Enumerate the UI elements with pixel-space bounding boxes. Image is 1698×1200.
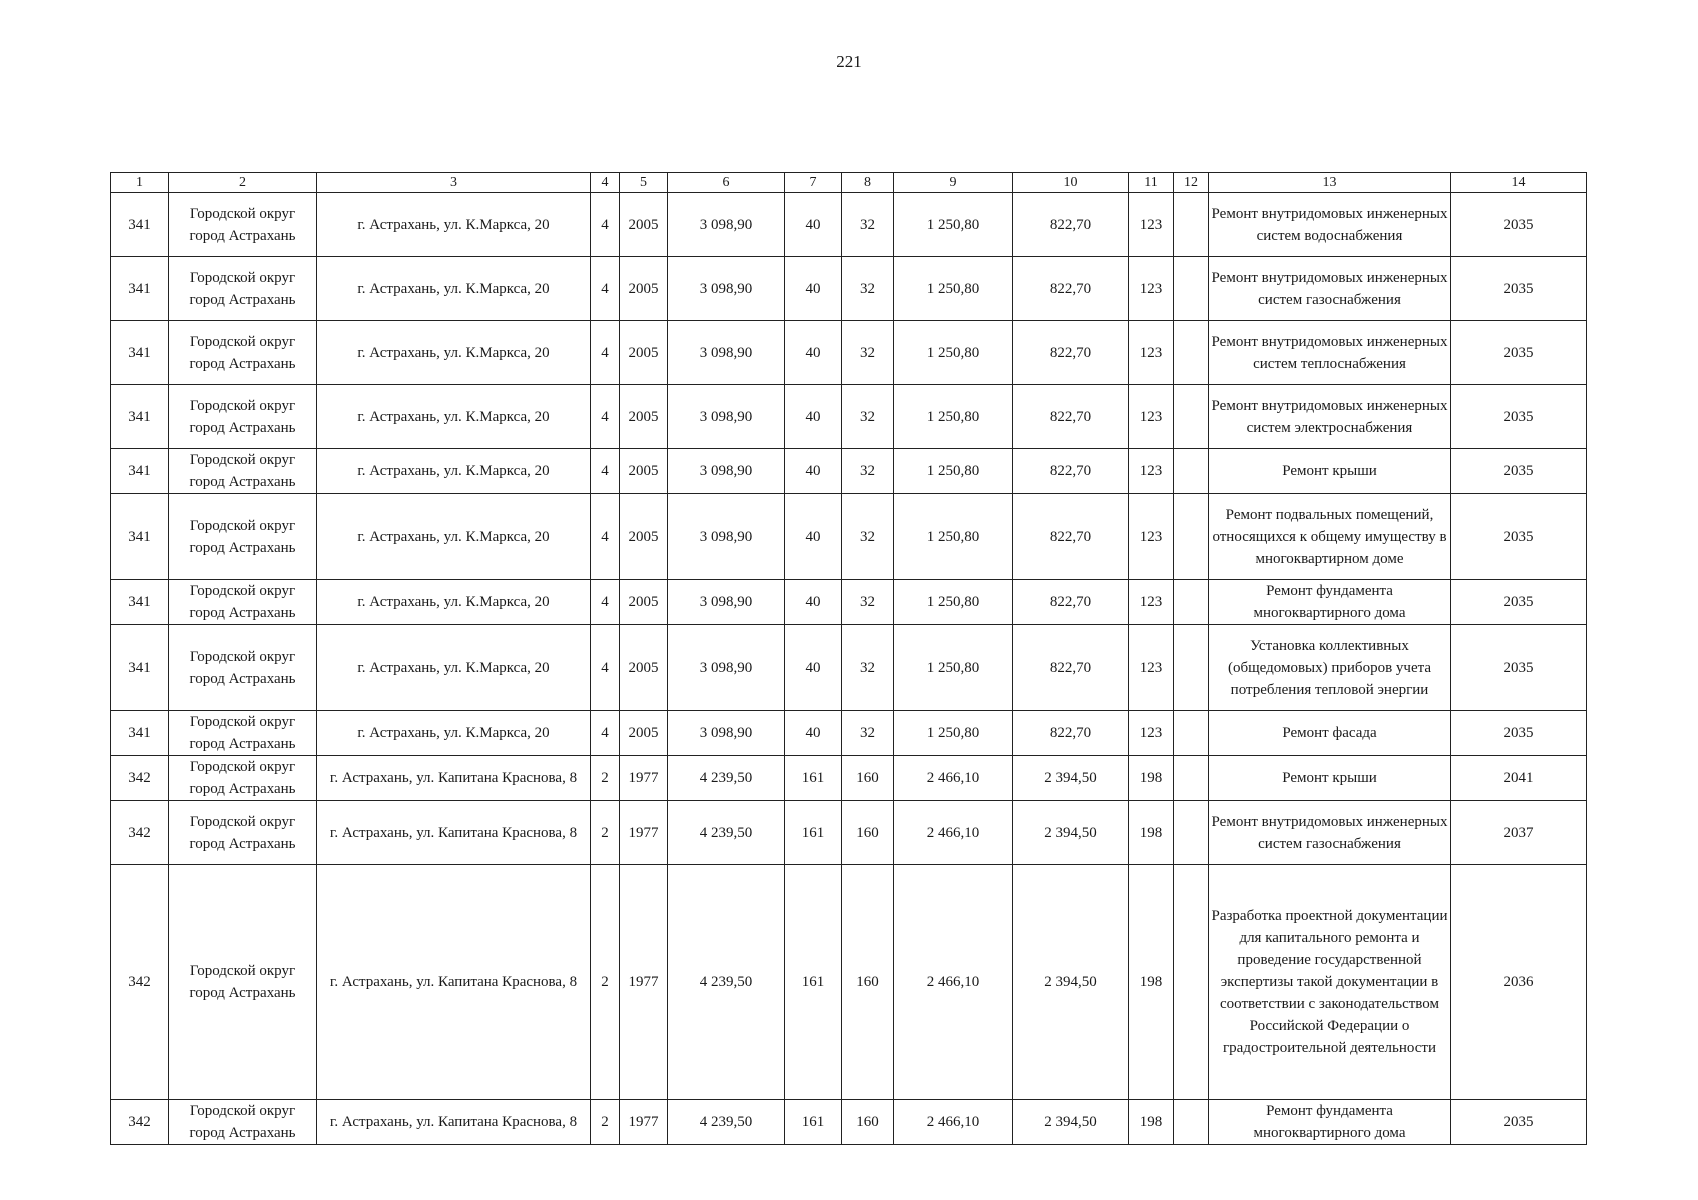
col10-cell: 2 394,50	[1013, 1100, 1129, 1145]
col11-cell: 123	[1129, 449, 1174, 494]
house-number-cell: 342	[111, 801, 169, 865]
municipality-cell: Городской округ город Астрахань	[169, 865, 317, 1100]
municipality-cell: Городской округ город Астрахань	[169, 321, 317, 385]
year-cell: 2005	[620, 625, 668, 711]
work-type-cell: Ремонт внутридомовых инженерных систем водоснабжения	[1209, 193, 1451, 257]
col9-cell: 1 250,80	[894, 257, 1013, 321]
total-area-cell: 3 098,90	[668, 193, 785, 257]
column-number: 10	[1013, 173, 1129, 193]
year-cell: 2005	[620, 193, 668, 257]
table-header	[111, 173, 1587, 193]
house-number-cell: 341	[111, 193, 169, 257]
col12-cell	[1174, 756, 1209, 801]
column-number: 8	[842, 173, 894, 193]
planned-year-cell: 2035	[1451, 193, 1587, 257]
municipality-cell: Городской округ город Астрахань	[169, 449, 317, 494]
address-cell: г. Астрахань, ул. К.Маркса, 20	[317, 257, 591, 321]
table-row	[111, 756, 1587, 801]
col11-cell: 123	[1129, 494, 1174, 580]
planned-year-cell: 2035	[1451, 580, 1587, 625]
col7-cell: 40	[785, 711, 842, 756]
total-area-cell: 3 098,90	[668, 385, 785, 449]
municipality-cell: Городской округ город Астрахань	[169, 494, 317, 580]
table-row	[111, 625, 1587, 711]
planned-year-cell: 2035	[1451, 257, 1587, 321]
col8-cell: 32	[842, 449, 894, 494]
total-area-cell: 3 098,90	[668, 257, 785, 321]
planned-year-cell: 2036	[1451, 865, 1587, 1100]
house-number-cell: 341	[111, 449, 169, 494]
col9-cell: 1 250,80	[894, 449, 1013, 494]
floors-cell: 2	[591, 801, 620, 865]
year-cell: 2005	[620, 257, 668, 321]
col7-cell: 40	[785, 257, 842, 321]
house-number-cell: 341	[111, 580, 169, 625]
total-area-cell: 3 098,90	[668, 449, 785, 494]
year-cell: 1977	[620, 865, 668, 1100]
col9-cell: 1 250,80	[894, 711, 1013, 756]
table-row	[111, 801, 1587, 865]
col10-cell: 822,70	[1013, 257, 1129, 321]
table-row	[111, 580, 1587, 625]
col10-cell: 822,70	[1013, 385, 1129, 449]
table-row	[111, 321, 1587, 385]
year-cell: 2005	[620, 321, 668, 385]
floors-cell: 2	[591, 1100, 620, 1145]
work-type-cell: Ремонт внутридомовых инженерных систем газоснабжения	[1209, 801, 1451, 865]
col11-cell: 198	[1129, 756, 1174, 801]
col9-cell: 2 466,10	[894, 1100, 1013, 1145]
planned-year-cell: 2035	[1451, 1100, 1587, 1145]
work-type-cell: Ремонт крыши	[1209, 756, 1451, 801]
col11-cell: 198	[1129, 801, 1174, 865]
col12-cell	[1174, 257, 1209, 321]
col11-cell: 123	[1129, 193, 1174, 257]
work-type-cell: Ремонт фундамента многоквартирного дома	[1209, 580, 1451, 625]
col7-cell: 40	[785, 193, 842, 257]
col8-cell: 32	[842, 193, 894, 257]
municipality-cell: Городской округ город Астрахань	[169, 257, 317, 321]
col12-cell	[1174, 449, 1209, 494]
planned-year-cell: 2035	[1451, 449, 1587, 494]
column-number: 6	[668, 173, 785, 193]
planned-year-cell: 2035	[1451, 711, 1587, 756]
address-cell: г. Астрахань, ул. К.Маркса, 20	[317, 494, 591, 580]
col11-cell: 123	[1129, 625, 1174, 711]
total-area-cell: 3 098,90	[668, 625, 785, 711]
col8-cell: 160	[842, 865, 894, 1100]
col8-cell: 32	[842, 257, 894, 321]
col10-cell: 822,70	[1013, 449, 1129, 494]
col12-cell	[1174, 801, 1209, 865]
col9-cell: 1 250,80	[894, 625, 1013, 711]
house-number-cell: 342	[111, 1100, 169, 1145]
year-cell: 2005	[620, 449, 668, 494]
address-cell: г. Астрахань, ул. Капитана Краснова, 8	[317, 1100, 591, 1145]
col11-cell: 198	[1129, 1100, 1174, 1145]
col12-cell	[1174, 193, 1209, 257]
table-row	[111, 193, 1587, 257]
work-type-cell: Ремонт внутридомовых инженерных систем электроснабжения	[1209, 385, 1451, 449]
floors-cell: 2	[591, 865, 620, 1100]
column-number: 7	[785, 173, 842, 193]
table-row	[111, 494, 1587, 580]
column-number: 5	[620, 173, 668, 193]
address-cell: г. Астрахань, ул. Капитана Краснова, 8	[317, 801, 591, 865]
col8-cell: 32	[842, 625, 894, 711]
col10-cell: 2 394,50	[1013, 801, 1129, 865]
municipality-cell: Городской округ город Астрахань	[169, 801, 317, 865]
address-cell: г. Астрахань, ул. К.Маркса, 20	[317, 193, 591, 257]
floors-cell: 4	[591, 321, 620, 385]
table-row	[111, 865, 1587, 1100]
col8-cell: 32	[842, 711, 894, 756]
planned-year-cell: 2037	[1451, 801, 1587, 865]
municipality-cell: Городской округ город Астрахань	[169, 711, 317, 756]
work-type-cell: Ремонт внутридомовых инженерных систем теплоснабжения	[1209, 321, 1451, 385]
col7-cell: 40	[785, 625, 842, 711]
floors-cell: 4	[591, 257, 620, 321]
year-cell: 2005	[620, 494, 668, 580]
col12-cell	[1174, 494, 1209, 580]
address-cell: г. Астрахань, ул. К.Маркса, 20	[317, 625, 591, 711]
planned-year-cell: 2035	[1451, 625, 1587, 711]
col7-cell: 161	[785, 1100, 842, 1145]
col8-cell: 160	[842, 756, 894, 801]
floors-cell: 4	[591, 494, 620, 580]
column-number: 13	[1209, 173, 1451, 193]
floors-cell: 4	[591, 625, 620, 711]
col9-cell: 2 466,10	[894, 801, 1013, 865]
planned-year-cell: 2035	[1451, 385, 1587, 449]
house-number-cell: 341	[111, 625, 169, 711]
col7-cell: 161	[785, 865, 842, 1100]
work-type-cell: Ремонт фундамента многоквартирного дома	[1209, 1100, 1451, 1145]
col11-cell: 123	[1129, 321, 1174, 385]
table-body	[111, 193, 1587, 1145]
col12-cell	[1174, 1100, 1209, 1145]
year-cell: 1977	[620, 801, 668, 865]
total-area-cell: 4 239,50	[668, 756, 785, 801]
house-number-cell: 342	[111, 756, 169, 801]
total-area-cell: 4 239,50	[668, 1100, 785, 1145]
col12-cell	[1174, 385, 1209, 449]
col8-cell: 32	[842, 321, 894, 385]
col12-cell	[1174, 321, 1209, 385]
col11-cell: 198	[1129, 865, 1174, 1100]
total-area-cell: 3 098,90	[668, 494, 785, 580]
year-cell: 2005	[620, 385, 668, 449]
col11-cell: 123	[1129, 385, 1174, 449]
col10-cell: 2 394,50	[1013, 756, 1129, 801]
municipality-cell: Городской округ город Астрахань	[169, 756, 317, 801]
work-type-cell: Ремонт внутридомовых инженерных систем газоснабжения	[1209, 257, 1451, 321]
col7-cell: 161	[785, 756, 842, 801]
col10-cell: 822,70	[1013, 625, 1129, 711]
col9-cell: 1 250,80	[894, 385, 1013, 449]
address-cell: г. Астрахань, ул. К.Маркса, 20	[317, 711, 591, 756]
col9-cell: 1 250,80	[894, 580, 1013, 625]
address-cell: г. Астрахань, ул. Капитана Краснова, 8	[317, 865, 591, 1100]
municipality-cell: Городской округ город Астрахань	[169, 1100, 317, 1145]
col9-cell: 1 250,80	[894, 193, 1013, 257]
work-type-cell: Разработка проектной документации для капитального ремонта и проведение государственной экспертизы такой документации в соответствии с законодательством Российской Федерации о градостроительной деятельности	[1209, 865, 1451, 1100]
col9-cell: 2 466,10	[894, 865, 1013, 1100]
capital-repair-table	[110, 172, 1587, 1145]
address-cell: г. Астрахань, ул. К.Маркса, 20	[317, 580, 591, 625]
total-area-cell: 3 098,90	[668, 321, 785, 385]
col9-cell: 2 466,10	[894, 756, 1013, 801]
column-number: 2	[169, 173, 317, 193]
col7-cell: 40	[785, 321, 842, 385]
column-number: 4	[591, 173, 620, 193]
col8-cell: 32	[842, 494, 894, 580]
col10-cell: 2 394,50	[1013, 865, 1129, 1100]
house-number-cell: 341	[111, 321, 169, 385]
col12-cell	[1174, 625, 1209, 711]
column-number: 14	[1451, 173, 1587, 193]
column-number: 11	[1129, 173, 1174, 193]
col7-cell: 40	[785, 494, 842, 580]
column-number: 3	[317, 173, 591, 193]
table-row	[111, 257, 1587, 321]
planned-year-cell: 2041	[1451, 756, 1587, 801]
col8-cell: 160	[842, 1100, 894, 1145]
table-row	[111, 385, 1587, 449]
house-number-cell: 342	[111, 865, 169, 1100]
table-row	[111, 1100, 1587, 1145]
address-cell: г. Астрахань, ул. Капитана Краснова, 8	[317, 756, 591, 801]
column-number-row	[111, 173, 1587, 193]
address-cell: г. Астрахань, ул. К.Маркса, 20	[317, 321, 591, 385]
floors-cell: 4	[591, 385, 620, 449]
col11-cell: 123	[1129, 711, 1174, 756]
year-cell: 1977	[620, 1100, 668, 1145]
col9-cell: 1 250,80	[894, 494, 1013, 580]
municipality-cell: Городской округ город Астрахань	[169, 385, 317, 449]
floors-cell: 2	[591, 756, 620, 801]
col10-cell: 822,70	[1013, 711, 1129, 756]
total-area-cell: 4 239,50	[668, 801, 785, 865]
year-cell: 2005	[620, 580, 668, 625]
col11-cell: 123	[1129, 257, 1174, 321]
total-area-cell: 3 098,90	[668, 711, 785, 756]
work-type-cell: Ремонт фасада	[1209, 711, 1451, 756]
col8-cell: 32	[842, 580, 894, 625]
total-area-cell: 4 239,50	[668, 865, 785, 1100]
address-cell: г. Астрахань, ул. К.Маркса, 20	[317, 385, 591, 449]
municipality-cell: Городской округ город Астрахань	[169, 625, 317, 711]
table-row	[111, 711, 1587, 756]
col12-cell	[1174, 711, 1209, 756]
col10-cell: 822,70	[1013, 494, 1129, 580]
work-type-cell: Ремонт крыши	[1209, 449, 1451, 494]
year-cell: 1977	[620, 756, 668, 801]
col8-cell: 32	[842, 385, 894, 449]
col7-cell: 40	[785, 385, 842, 449]
col8-cell: 160	[842, 801, 894, 865]
col11-cell: 123	[1129, 580, 1174, 625]
col12-cell	[1174, 580, 1209, 625]
page-number: 221	[836, 52, 862, 71]
house-number-cell: 341	[111, 711, 169, 756]
column-number: 1	[111, 173, 169, 193]
work-type-cell: Ремонт подвальных помещений, относящихся к общему имуществу в многоквартирном доме	[1209, 494, 1451, 580]
house-number-cell: 341	[111, 494, 169, 580]
house-number-cell: 341	[111, 257, 169, 321]
column-number: 9	[894, 173, 1013, 193]
floors-cell: 4	[591, 711, 620, 756]
planned-year-cell: 2035	[1451, 321, 1587, 385]
work-type-cell: Установка коллективных (общедомовых) приборов учета потребления тепловой энергии	[1209, 625, 1451, 711]
municipality-cell: Городской округ город Астрахань	[169, 580, 317, 625]
floors-cell: 4	[591, 580, 620, 625]
table-row	[111, 449, 1587, 494]
year-cell: 2005	[620, 711, 668, 756]
total-area-cell: 3 098,90	[668, 580, 785, 625]
floors-cell: 4	[591, 193, 620, 257]
col7-cell: 40	[785, 580, 842, 625]
col10-cell: 822,70	[1013, 321, 1129, 385]
col10-cell: 822,70	[1013, 580, 1129, 625]
municipality-cell: Городской округ город Астрахань	[169, 193, 317, 257]
planned-year-cell: 2035	[1451, 494, 1587, 580]
address-cell: г. Астрахань, ул. К.Маркса, 20	[317, 449, 591, 494]
col12-cell	[1174, 865, 1209, 1100]
col9-cell: 1 250,80	[894, 321, 1013, 385]
floors-cell: 4	[591, 449, 620, 494]
house-number-cell: 341	[111, 385, 169, 449]
col7-cell: 161	[785, 801, 842, 865]
col10-cell: 822,70	[1013, 193, 1129, 257]
col7-cell: 40	[785, 449, 842, 494]
column-number: 12	[1174, 173, 1209, 193]
